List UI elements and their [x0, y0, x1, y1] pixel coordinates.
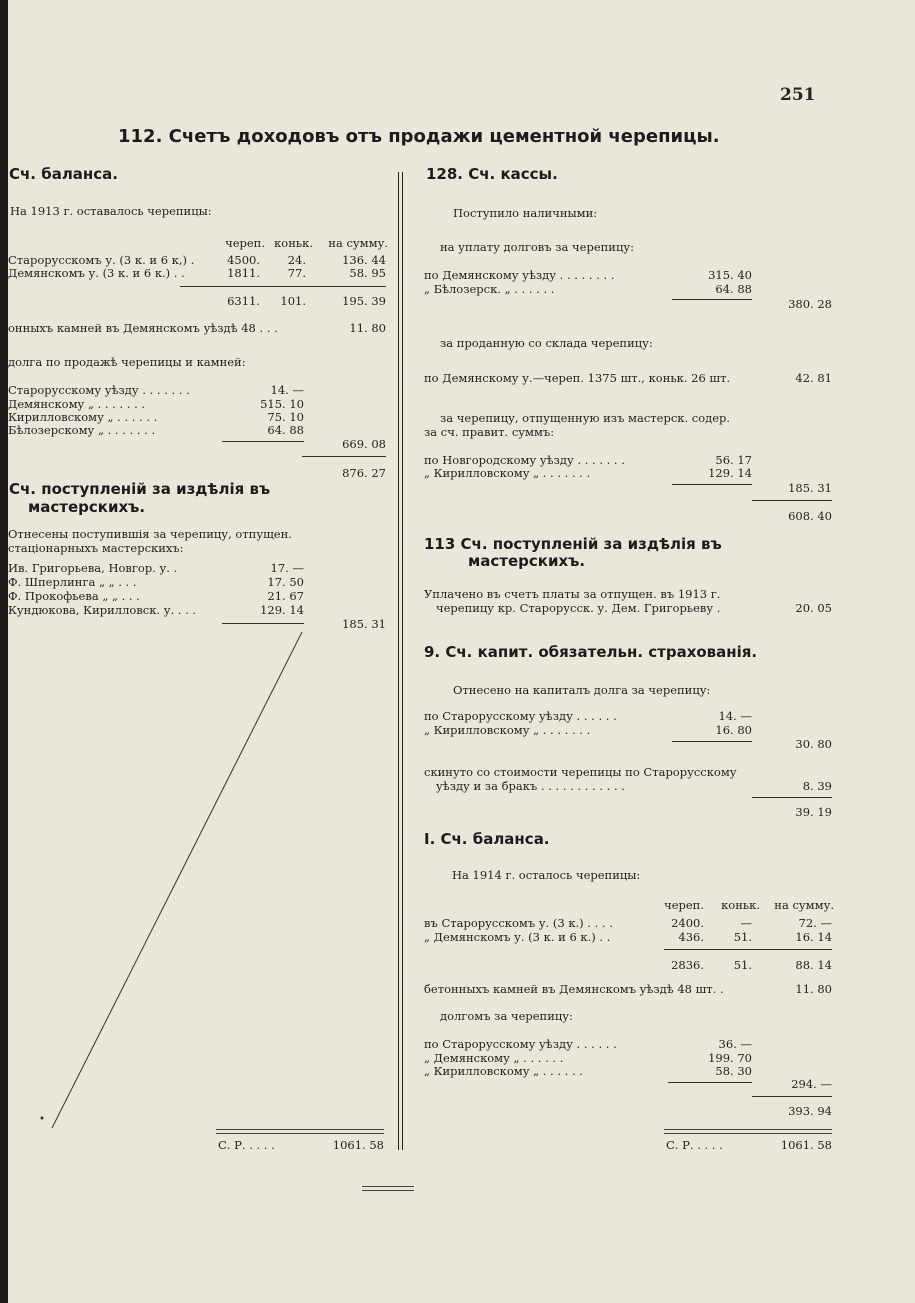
cash-heading: 128. Сч. кассы. [426, 165, 558, 183]
workshop-intro: Отнесены поступившія за черепицу, отпущен. [8, 527, 292, 541]
debt-row-value: 515. 10 [260, 397, 304, 411]
balance-row-label: Старорусскомъ у. (3 к. и 6 к,) . [8, 253, 195, 267]
col-header-cherep: череп. [225, 236, 265, 250]
sum-label-left: С. Р. . . . . [218, 1138, 275, 1152]
end-rule [362, 1186, 414, 1191]
insurance-grand: 39. 19 [795, 805, 832, 819]
insurance-intro: Отнесено на капиталъ долга за черепицу: [453, 683, 711, 697]
debt-row-value: 64. 88 [267, 423, 304, 437]
balance-total-b: 101. [280, 294, 306, 308]
col-header-konk: коньк. [274, 236, 313, 250]
stones-label-right: бетонныхъ камней въ Демянскомъ уѣздѣ 48 шт. . [424, 982, 724, 996]
debt-total: 669. 08 [342, 437, 386, 451]
balance-row-c: 58. 95 [349, 266, 386, 280]
double-rule [664, 1129, 832, 1134]
balance-row-a: 1811. [227, 266, 260, 280]
workshop-heading-left-2: мастерскихъ. [28, 498, 146, 516]
cash-row2-value: 42. 81 [795, 371, 832, 385]
cash-intro: Поступило наличными: [453, 206, 598, 220]
cash-row-value: 315. 40 [708, 268, 752, 282]
debt-total-right: 294. — [791, 1077, 832, 1091]
rule [672, 741, 752, 742]
debt-row-label: Старорусскому уѣзду . . . . . . . [8, 383, 190, 397]
double-rule [216, 1129, 384, 1134]
debt-row-label: Бѣлозерскому „ . . . . . . . [8, 423, 156, 437]
stones-value-right: 11. 80 [795, 982, 832, 996]
insurance-value2: 8. 39 [802, 779, 832, 793]
debt-row-label: Демянскому „ . . . . . . . [8, 397, 146, 411]
sum-value-right: 1061. 58 [780, 1138, 832, 1152]
rule [752, 797, 832, 798]
workshop-text: Уплачено въ счетъ платы за отпущен. въ 1913 г. [424, 587, 721, 601]
cash-row-label: „ Бѣлозерск. „ . . . . . . [424, 282, 555, 296]
rule [752, 1096, 832, 1097]
debt-intro-right: долгомъ за черепицу: [440, 1009, 573, 1023]
balance-total-a: 2836. [671, 958, 704, 972]
cash-total1: 380. 28 [788, 297, 832, 311]
col-header-summa: на сумму. [774, 898, 834, 912]
workshop-heading-right-2: мастерскихъ. [468, 552, 586, 570]
workshop-row-label: Кундюкова, Кирилловск. у. . . . [8, 603, 197, 617]
balance-row-a: 436. [678, 930, 704, 944]
workshop-heading-left: Сч. поступленій за издѣлія въ [9, 480, 271, 498]
workshop-total: 185. 31 [342, 617, 386, 631]
balance-heading-left: Сч. баланса. [9, 165, 119, 183]
balance-row-label: Демянскомъ у. (3 к. и 6 к.) . . [8, 266, 185, 280]
rule [672, 299, 752, 300]
balance-total-a: 6311. [227, 294, 260, 308]
workshop-row-label: Ив. Григорьева, Новгор. у. . [8, 561, 178, 575]
page-number: 251 [780, 85, 816, 105]
workshop-text-2: черепицу кр. Старорусск. у. Дем. Григорьеву . [436, 601, 721, 615]
balance-total-c: 88. 14 [795, 958, 832, 972]
balance-total-b: 51. [733, 958, 752, 972]
column-divider-2 [402, 172, 403, 1150]
cash-row3-value: 56. 17 [715, 453, 752, 467]
workshop-intro-2: стаціонарныхъ мастерскихъ: [8, 541, 184, 555]
page-title: 112. Счетъ доходовъ отъ продажи цементной черепицы. [118, 126, 720, 147]
cash-row3-label: по Новгородскому уѣзду . . . . . . . [424, 453, 625, 467]
balance-total-c: 195. 39 [342, 294, 386, 308]
insurance-text: скинуто со стоимости черепицы по Старорусскому [424, 765, 737, 779]
cancel-stroke [0, 0, 400, 1303]
balance-intro: На 1913 г. оставалось черепицы: [10, 204, 212, 218]
insurance-text-2: уѣзду и за бракъ . . . . . . . . . . . . [436, 779, 625, 793]
rule [668, 1082, 752, 1083]
rule [672, 484, 752, 485]
debt-row-value: 14. — [270, 383, 304, 397]
debt-row-label: „ Демянскому „ . . . . . . [424, 1051, 564, 1065]
col-header-summa: на сумму. [328, 236, 388, 250]
balance-row-label: въ Старорусскомъ у. (3 к.) . . . . [424, 916, 613, 930]
cash-total3: 185. 31 [788, 481, 832, 495]
balance-row-c: 136. 44 [342, 253, 386, 267]
debt-row-value: 75. 10 [267, 410, 304, 424]
col-header-cherep: череп. [664, 898, 704, 912]
rule [752, 500, 832, 501]
workshop-value: 20. 05 [795, 601, 832, 615]
workshop-row-value: 17. 50 [267, 575, 304, 589]
workshop-row-label: Ф. Прокофьева „ „ . . . [8, 589, 140, 603]
insurance-heading: 9. Сч. капит. обязательн. страхованія. [424, 643, 758, 661]
sum-value-left: 1061. 58 [332, 1138, 384, 1152]
balance-row-c: 16. 14 [795, 930, 832, 944]
insurance-total: 30. 80 [795, 737, 832, 751]
insurance-row-label: „ Кирилловскому „ . . . . . . . [424, 723, 591, 737]
balance-row-b: 51. [733, 930, 752, 944]
stones-value: 11. 80 [349, 321, 386, 335]
debt-row-label: Кирилловскому „ . . . . . . [8, 410, 158, 424]
rule [664, 949, 832, 950]
balance-grand-total: 876. 27 [342, 466, 386, 480]
balance-row-c: 72. — [798, 916, 832, 930]
balance-row-b: 77. [287, 266, 306, 280]
cash-sub3: за черепицу, отпущенную изъ мастерск. содер. [440, 411, 731, 425]
workshop-row-value: 21. 67 [267, 589, 304, 603]
balance-intro-right: На 1914 г. осталось черепицы: [452, 868, 641, 882]
cash-row-label: по Демянскому уѣзду . . . . . . . . [424, 268, 615, 282]
balance-heading-right: I. Сч. баланса. [424, 830, 550, 848]
workshop-row-value: 129. 14 [260, 603, 304, 617]
col-header-konk: коньк. [721, 898, 760, 912]
balance-grand-right: 393. 94 [788, 1104, 832, 1118]
debt-row-label: „ Кирилловскому „ . . . . . . [424, 1064, 583, 1078]
cash-sub2: за проданную со склада черепицу: [440, 336, 653, 350]
workshop-row-label: Ф. Шперлинга „ „ . . . [8, 575, 137, 589]
cash-row3-value: 129. 14 [708, 466, 752, 480]
balance-row-label: „ Демянскомъ у. (3 к. и 6 к.) . . [424, 930, 611, 944]
workshop-heading-right: 113 Сч. поступленій за издѣлія въ [424, 535, 722, 553]
insurance-row-value: 16. 80 [715, 723, 752, 737]
cash-sub1: на уплату долговъ за черепицу: [440, 240, 634, 254]
debt-row-label: по Старорусскому уѣзду . . . . . . [424, 1037, 617, 1051]
insurance-row-label: по Старорусскому уѣзду . . . . . . [424, 709, 617, 723]
cash-row-value: 64. 88 [715, 282, 752, 296]
cash-sub3-2: за сч. правит. суммъ: [424, 425, 555, 439]
balance-row-b: 24. [287, 253, 306, 267]
debt-row-value: 58. 30 [715, 1064, 752, 1078]
debt-row-value: 199. 70 [708, 1051, 752, 1065]
sum-label-right: С. Р. . . . . [666, 1138, 723, 1152]
workshop-row-value: 17. — [270, 561, 304, 575]
cash-grand: 608. 40 [788, 509, 832, 523]
balance-row-a: 4500. [227, 253, 260, 267]
balance-row-a: 2400. [671, 916, 704, 930]
balance-row-b: — [740, 916, 752, 930]
debt-intro: долга по продажѣ черепицы и камней: [8, 355, 246, 369]
stones-label: онныхъ камней въ Демянскомъ уѣздѣ 48 . . . [8, 321, 278, 335]
debt-row-value: 36. — [718, 1037, 752, 1051]
cash-row2-label: по Демянскому у.—череп. 1375 шт., коньк. 26 шт. [424, 371, 731, 385]
insurance-row-value: 14. — [718, 709, 752, 723]
cash-row3-label: „ Кирилловскому „ . . . . . . . [424, 466, 591, 480]
